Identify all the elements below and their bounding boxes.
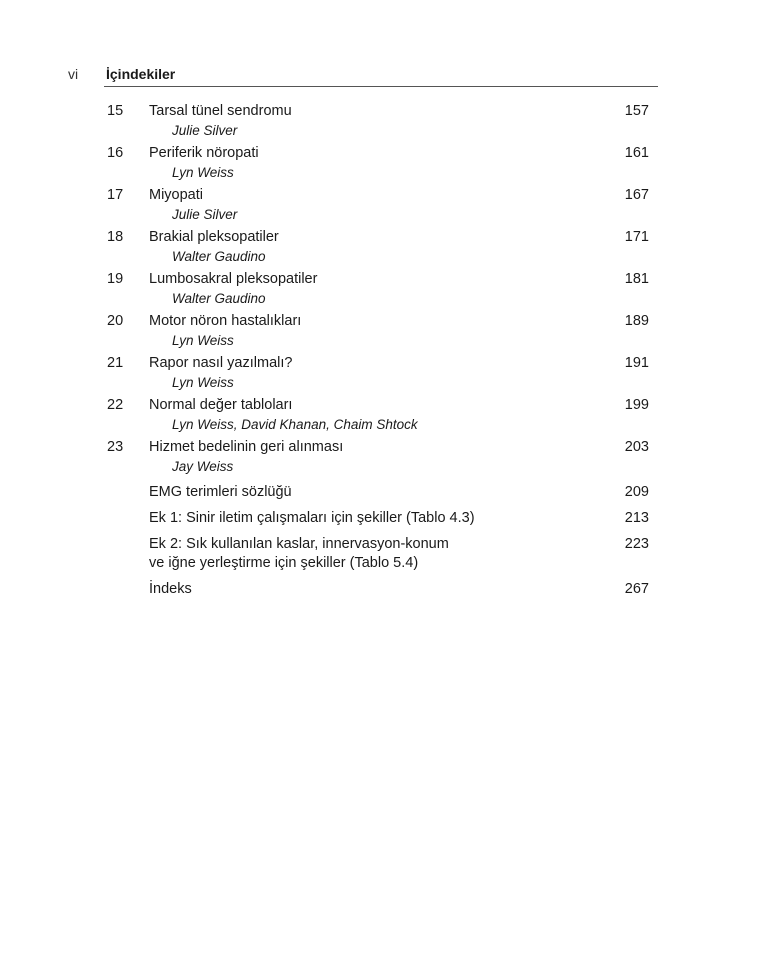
chapter-number: 22 bbox=[107, 397, 124, 413]
chapter-page: 191 bbox=[624, 355, 649, 371]
chapter-author: Walter Gaudino bbox=[172, 291, 266, 306]
chapter-author: Julie Silver bbox=[172, 207, 238, 222]
extra-title-line-1: Ek 2: Sık kullanılan kaslar, innervasyon-konum bbox=[149, 536, 449, 552]
chapter-page: 161 bbox=[624, 145, 649, 161]
chapter-title: Lumbosakral pleksopatiler bbox=[149, 271, 318, 287]
toc-entry[interactable] bbox=[0, 439, 784, 481]
toc-entry[interactable] bbox=[0, 229, 784, 271]
chapter-number: 20 bbox=[107, 313, 124, 329]
toc-extra-entry[interactable] bbox=[0, 535, 784, 580]
chapter-number: 17 bbox=[107, 187, 124, 203]
extra-page: 223 bbox=[624, 536, 649, 552]
toc-entry[interactable] bbox=[0, 271, 784, 313]
toc-extra-entry[interactable] bbox=[0, 580, 784, 606]
toc-entry[interactable] bbox=[0, 355, 784, 397]
chapter-title: Normal değer tabloları bbox=[149, 397, 293, 413]
extra-title-line-2: ve iğne yerleştirme için şekiller (Tablo 5.4) bbox=[149, 555, 419, 571]
chapter-title: Hizmet bedelinin geri alınması bbox=[149, 439, 344, 455]
chapter-number: 21 bbox=[107, 355, 124, 371]
chapter-title: Rapor nasıl yazılmalı? bbox=[149, 355, 293, 371]
chapter-title: Periferik nöropati bbox=[149, 145, 259, 161]
chapter-number: 18 bbox=[107, 229, 124, 245]
extra-title: EMG terimleri sözlüğü bbox=[149, 484, 292, 500]
chapter-number: 15 bbox=[107, 103, 124, 119]
chapter-author: Lyn Weiss bbox=[172, 165, 234, 180]
chapter-number: 23 bbox=[107, 439, 124, 455]
toc-entry[interactable] bbox=[0, 103, 784, 145]
chapter-page: 171 bbox=[624, 229, 649, 245]
chapter-page: 199 bbox=[624, 397, 649, 413]
toc-entry[interactable] bbox=[0, 313, 784, 355]
toc-extra-entry[interactable] bbox=[0, 509, 784, 535]
chapter-title: Miyopati bbox=[149, 187, 203, 203]
page-number: vi bbox=[68, 66, 79, 82]
header-rule bbox=[104, 86, 658, 87]
toc-entry[interactable] bbox=[0, 187, 784, 229]
chapter-page: 181 bbox=[624, 271, 649, 287]
page-header bbox=[0, 62, 784, 88]
chapter-page: 189 bbox=[624, 313, 649, 329]
toc-entry[interactable] bbox=[0, 397, 784, 439]
chapter-page: 203 bbox=[624, 439, 649, 455]
table-of-contents bbox=[0, 103, 784, 606]
extra-title: İndeks bbox=[149, 581, 192, 597]
chapter-author: Julie Silver bbox=[172, 123, 238, 138]
chapter-title: Tarsal tünel sendromu bbox=[149, 103, 292, 119]
chapter-number: 16 bbox=[107, 145, 124, 161]
section-title: İçindekiler bbox=[106, 66, 176, 82]
chapter-author: Walter Gaudino bbox=[172, 249, 266, 264]
extra-page: 213 bbox=[624, 510, 649, 526]
chapter-author: Jay Weiss bbox=[172, 459, 234, 474]
chapter-title: Motor nöron hastalıkları bbox=[149, 313, 302, 329]
extra-page: 267 bbox=[624, 581, 649, 597]
extra-page: 209 bbox=[624, 484, 649, 500]
chapter-author: Lyn Weiss bbox=[172, 375, 234, 390]
chapter-page: 167 bbox=[624, 187, 649, 203]
toc-extra-entry[interactable] bbox=[0, 483, 784, 509]
chapter-author: Lyn Weiss bbox=[172, 333, 234, 348]
extra-title bbox=[149, 535, 449, 573]
extra-title: Ek 1: Sinir iletim çalışmaları için şekiller (Tablo 4.3) bbox=[149, 510, 475, 526]
chapter-author: Lyn Weiss, David Khanan, Chaim Shtock bbox=[172, 417, 418, 432]
chapter-page: 157 bbox=[624, 103, 649, 119]
chapter-title: Brakial pleksopatiler bbox=[149, 229, 279, 245]
chapter-number: 19 bbox=[107, 271, 124, 287]
toc-entry[interactable] bbox=[0, 145, 784, 187]
